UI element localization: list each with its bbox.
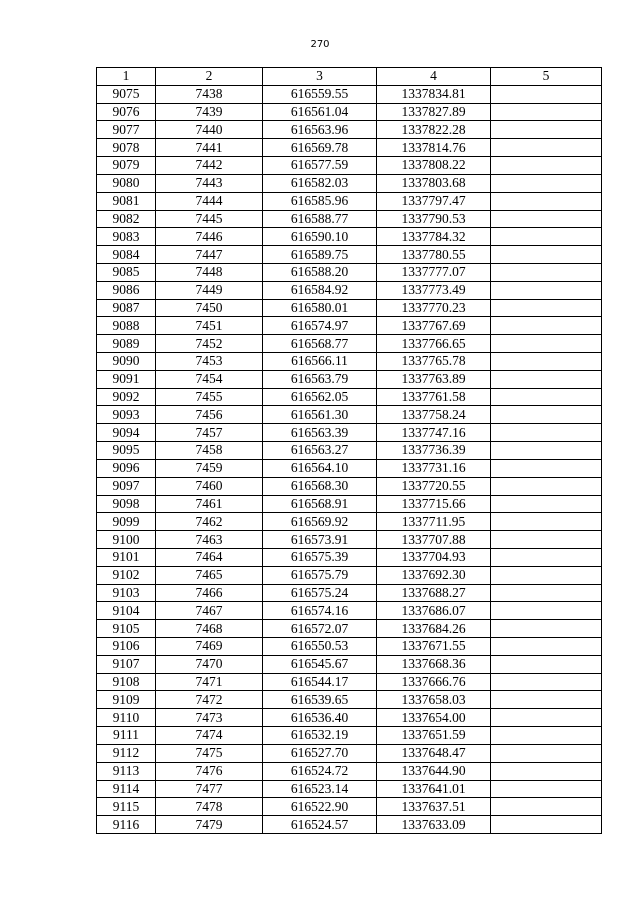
table-row: [97, 477, 602, 495]
table-cell: 1337814.76: [377, 139, 491, 157]
table-cell: 1337648.47: [377, 744, 491, 762]
table-cell: 7462: [156, 513, 263, 531]
table-cell: 616582.03: [263, 174, 377, 192]
table-cell: 616575.24: [263, 584, 377, 602]
table-row: [97, 121, 602, 139]
table-cell: 7475: [156, 744, 263, 762]
table-cell: 616539.65: [263, 691, 377, 709]
table-cell: 616574.16: [263, 602, 377, 620]
table-cell: 616577.59: [263, 157, 377, 175]
table-cell: 616527.70: [263, 744, 377, 762]
table-cell: 9105: [97, 620, 156, 638]
table-cell: 616573.91: [263, 531, 377, 549]
table-cell: 9081: [97, 192, 156, 210]
table-cell: 9099: [97, 513, 156, 531]
table-cell: [491, 762, 602, 780]
table-cell: [491, 263, 602, 281]
table-cell: 9108: [97, 673, 156, 691]
table-cell: 1337668.36: [377, 655, 491, 673]
table-cell: 9101: [97, 548, 156, 566]
table-cell: 9090: [97, 353, 156, 371]
table-cell: 9092: [97, 388, 156, 406]
table-row: [97, 157, 602, 175]
table-row: [97, 174, 602, 192]
table-cell: 9076: [97, 103, 156, 121]
table-cell: [491, 335, 602, 353]
table-cell: 9088: [97, 317, 156, 335]
table-cell: 7474: [156, 727, 263, 745]
table-cell: 616563.96: [263, 121, 377, 139]
table-row: [97, 85, 602, 103]
table-cell: [491, 798, 602, 816]
table-row: [97, 228, 602, 246]
table-cell: 616574.97: [263, 317, 377, 335]
table-cell: [491, 388, 602, 406]
table-row: [97, 548, 602, 566]
table-row: [97, 566, 602, 584]
table-cell: 9115: [97, 798, 156, 816]
table-cell: 616561.30: [263, 406, 377, 424]
table-cell: [491, 370, 602, 388]
table-cell: 7458: [156, 442, 263, 460]
table-cell: [491, 602, 602, 620]
table-row: [97, 620, 602, 638]
table-cell: 7476: [156, 762, 263, 780]
table-cell: 9077: [97, 121, 156, 139]
table-row: [97, 798, 602, 816]
table-cell: 9093: [97, 406, 156, 424]
table-cell: [491, 673, 602, 691]
table-row: [97, 103, 602, 121]
table-row: [97, 495, 602, 513]
table-cell: 7452: [156, 335, 263, 353]
table-cell: [491, 495, 602, 513]
table-cell: 7455: [156, 388, 263, 406]
table-cell: 9096: [97, 459, 156, 477]
table-cell: 7463: [156, 531, 263, 549]
table-cell: [491, 228, 602, 246]
table-cell: 616566.11: [263, 353, 377, 371]
table-cell: 1337790.53: [377, 210, 491, 228]
table-cell: [491, 103, 602, 121]
column-header: 4: [377, 68, 491, 86]
table-cell: 616580.01: [263, 299, 377, 317]
table-cell: 9113: [97, 762, 156, 780]
table-cell: 1337736.39: [377, 442, 491, 460]
table-cell: 9086: [97, 281, 156, 299]
column-header: 1: [97, 68, 156, 86]
table-cell: [491, 691, 602, 709]
table-cell: 1337761.58: [377, 388, 491, 406]
table-cell: 1337765.78: [377, 353, 491, 371]
table-cell: 7444: [156, 192, 263, 210]
table-cell: 7468: [156, 620, 263, 638]
table-cell: 1337784.32: [377, 228, 491, 246]
table-cell: 616588.20: [263, 263, 377, 281]
table-cell: [491, 210, 602, 228]
table-row: [97, 673, 602, 691]
table-cell: 1337763.89: [377, 370, 491, 388]
table-row: [97, 709, 602, 727]
table-cell: 1337808.22: [377, 157, 491, 175]
table-cell: 616590.10: [263, 228, 377, 246]
table-row: [97, 406, 602, 424]
table-cell: 1337684.26: [377, 620, 491, 638]
table-cell: 1337822.28: [377, 121, 491, 139]
table-cell: 9111: [97, 727, 156, 745]
table-cell: 1337707.88: [377, 531, 491, 549]
table-cell: [491, 584, 602, 602]
table-cell: 7479: [156, 816, 263, 834]
table-cell: 9084: [97, 246, 156, 264]
table-cell: [491, 638, 602, 656]
table-cell: 9095: [97, 442, 156, 460]
table-cell: 9100: [97, 531, 156, 549]
table-cell: 1337658.03: [377, 691, 491, 709]
table-cell: 7446: [156, 228, 263, 246]
table-cell: 616584.92: [263, 281, 377, 299]
table-row: [97, 335, 602, 353]
table-cell: 616569.92: [263, 513, 377, 531]
table-cell: 1337767.69: [377, 317, 491, 335]
table-cell: 1337803.68: [377, 174, 491, 192]
table-cell: 616544.17: [263, 673, 377, 691]
table-header-row: [97, 68, 602, 86]
table-cell: [491, 442, 602, 460]
table-cell: 9083: [97, 228, 156, 246]
column-header: 2: [156, 68, 263, 86]
table-cell: [491, 121, 602, 139]
table-row: [97, 816, 602, 834]
table-cell: 9112: [97, 744, 156, 762]
table-cell: 9098: [97, 495, 156, 513]
table-cell: 9089: [97, 335, 156, 353]
table-cell: 7451: [156, 317, 263, 335]
table-cell: 1337773.49: [377, 281, 491, 299]
table-cell: [491, 281, 602, 299]
table-cell: 616522.90: [263, 798, 377, 816]
table-cell: 616575.39: [263, 548, 377, 566]
table-cell: [491, 531, 602, 549]
column-header: 5: [491, 68, 602, 86]
table-cell: 9114: [97, 780, 156, 798]
table-cell: 7478: [156, 798, 263, 816]
table-cell: 9091: [97, 370, 156, 388]
table-cell: [491, 157, 602, 175]
table-cell: 1337777.07: [377, 263, 491, 281]
table-cell: 7473: [156, 709, 263, 727]
table-cell: 7447: [156, 246, 263, 264]
table-cell: 616524.72: [263, 762, 377, 780]
table-cell: 1337666.76: [377, 673, 491, 691]
table-cell: [491, 353, 602, 371]
table-cell: [491, 85, 602, 103]
table-cell: 7438: [156, 85, 263, 103]
table-cell: [491, 246, 602, 264]
table-cell: 9103: [97, 584, 156, 602]
table-cell: 1337641.01: [377, 780, 491, 798]
table-cell: [491, 548, 602, 566]
table-row: [97, 299, 602, 317]
table-cell: 7454: [156, 370, 263, 388]
table-cell: 616568.30: [263, 477, 377, 495]
table-row: [97, 602, 602, 620]
table-cell: 9078: [97, 139, 156, 157]
table-cell: 1337692.30: [377, 566, 491, 584]
table-cell: 7457: [156, 424, 263, 442]
table-row: [97, 139, 602, 157]
table-cell: 7456: [156, 406, 263, 424]
table-cell: [491, 139, 602, 157]
table-cell: 616568.77: [263, 335, 377, 353]
table-row: [97, 459, 602, 477]
table-cell: 1337720.55: [377, 477, 491, 495]
table-cell: 1337758.24: [377, 406, 491, 424]
table-cell: [491, 299, 602, 317]
table-cell: 616585.96: [263, 192, 377, 210]
table-cell: 616550.53: [263, 638, 377, 656]
table-row: [97, 317, 602, 335]
table-cell: 9109: [97, 691, 156, 709]
column-header: 3: [263, 68, 377, 86]
table-cell: 7465: [156, 566, 263, 584]
table-cell: 7472: [156, 691, 263, 709]
table-cell: 616561.04: [263, 103, 377, 121]
table-cell: 7471: [156, 673, 263, 691]
table-cell: 9102: [97, 566, 156, 584]
table-cell: 616559.55: [263, 85, 377, 103]
table-body: [97, 85, 602, 833]
table-cell: 1337827.89: [377, 103, 491, 121]
table-cell: 1337780.55: [377, 246, 491, 264]
table-cell: [491, 424, 602, 442]
table-cell: [491, 317, 602, 335]
table-cell: 9104: [97, 602, 156, 620]
page-number: 270: [310, 39, 330, 50]
table-cell: [491, 174, 602, 192]
table-cell: 7470: [156, 655, 263, 673]
table-cell: 616564.10: [263, 459, 377, 477]
table-cell: 7467: [156, 602, 263, 620]
table-cell: 7442: [156, 157, 263, 175]
table-cell: 1337637.51: [377, 798, 491, 816]
table-cell: 1337704.93: [377, 548, 491, 566]
table-cell: [491, 620, 602, 638]
table-cell: 7469: [156, 638, 263, 656]
table-row: [97, 762, 602, 780]
table-row: [97, 727, 602, 745]
table-cell: 616588.77: [263, 210, 377, 228]
table-cell: 1337715.66: [377, 495, 491, 513]
table-cell: 616572.07: [263, 620, 377, 638]
table-cell: 616563.27: [263, 442, 377, 460]
table-cell: 7466: [156, 584, 263, 602]
table-cell: 7477: [156, 780, 263, 798]
table-cell: [491, 655, 602, 673]
table-cell: 1337770.23: [377, 299, 491, 317]
table-cell: 7439: [156, 103, 263, 121]
table-cell: [491, 477, 602, 495]
table-row: [97, 263, 602, 281]
table-cell: 7464: [156, 548, 263, 566]
table-cell: 1337688.27: [377, 584, 491, 602]
table-cell: 9094: [97, 424, 156, 442]
table-row: [97, 638, 602, 656]
table-cell: 9080: [97, 174, 156, 192]
table-row: [97, 584, 602, 602]
table-row: [97, 353, 602, 371]
table-cell: [491, 780, 602, 798]
table-cell: 7443: [156, 174, 263, 192]
table-cell: [491, 566, 602, 584]
table-cell: [491, 709, 602, 727]
table-cell: [491, 406, 602, 424]
table-cell: 9116: [97, 816, 156, 834]
table-cell: 616569.78: [263, 139, 377, 157]
table-cell: 1337644.90: [377, 762, 491, 780]
table-cell: 7461: [156, 495, 263, 513]
table-row: [97, 442, 602, 460]
table-cell: 1337834.81: [377, 85, 491, 103]
table-cell: 616523.14: [263, 780, 377, 798]
table-cell: 7445: [156, 210, 263, 228]
table-cell: 616524.57: [263, 816, 377, 834]
table-cell: [491, 513, 602, 531]
table-cell: 1337766.65: [377, 335, 491, 353]
table-cell: 9087: [97, 299, 156, 317]
coordinates-table: [96, 67, 602, 834]
table-cell: 7440: [156, 121, 263, 139]
table-cell: 1337731.16: [377, 459, 491, 477]
table-cell: 616575.79: [263, 566, 377, 584]
table-cell: [491, 816, 602, 834]
table-cell: 9110: [97, 709, 156, 727]
table-row: [97, 210, 602, 228]
table-row: [97, 424, 602, 442]
table-cell: 1337671.55: [377, 638, 491, 656]
table-cell: 616568.91: [263, 495, 377, 513]
table-row: [97, 691, 602, 709]
table-cell: 616589.75: [263, 246, 377, 264]
table-cell: 616562.05: [263, 388, 377, 406]
table-cell: 1337711.95: [377, 513, 491, 531]
table-cell: 7453: [156, 353, 263, 371]
table-cell: [491, 192, 602, 210]
table-row: [97, 281, 602, 299]
table-cell: 1337686.07: [377, 602, 491, 620]
table-row: [97, 655, 602, 673]
table-cell: 616536.40: [263, 709, 377, 727]
table-cell: 616563.79: [263, 370, 377, 388]
table-cell: 7449: [156, 281, 263, 299]
table-cell: 7459: [156, 459, 263, 477]
table-row: [97, 531, 602, 549]
table-cell: 1337797.47: [377, 192, 491, 210]
table-row: [97, 513, 602, 531]
table-cell: 7460: [156, 477, 263, 495]
table-cell: 616563.39: [263, 424, 377, 442]
table-cell: 1337633.09: [377, 816, 491, 834]
table-cell: 9082: [97, 210, 156, 228]
table-cell: 616532.19: [263, 727, 377, 745]
table-cell: 9075: [97, 85, 156, 103]
table-cell: 7450: [156, 299, 263, 317]
table-row: [97, 780, 602, 798]
table-row: [97, 246, 602, 264]
table-cell: [491, 459, 602, 477]
table-cell: 9085: [97, 263, 156, 281]
table-cell: [491, 727, 602, 745]
table-row: [97, 192, 602, 210]
table-cell: 9097: [97, 477, 156, 495]
table-cell: 1337651.59: [377, 727, 491, 745]
table-cell: 616545.67: [263, 655, 377, 673]
table-cell: 7448: [156, 263, 263, 281]
table-cell: 9079: [97, 157, 156, 175]
table-cell: 9106: [97, 638, 156, 656]
table-cell: 7441: [156, 139, 263, 157]
table-cell: [491, 744, 602, 762]
table-cell: 1337654.00: [377, 709, 491, 727]
table-cell: 1337747.16: [377, 424, 491, 442]
table-row: [97, 370, 602, 388]
table-row: [97, 388, 602, 406]
table-cell: 9107: [97, 655, 156, 673]
table-row: [97, 744, 602, 762]
